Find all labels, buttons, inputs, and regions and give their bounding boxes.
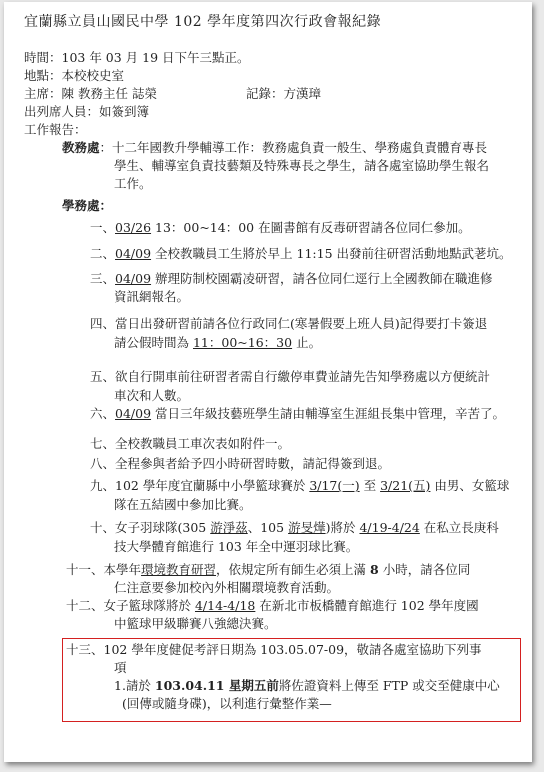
item-3-line2: 資訊網報名。	[114, 289, 190, 304]
item-13-sub-line2: (回傳或隨身碟)，以利進行彙整作業—	[122, 696, 332, 711]
item-8: 八、全程參與者給予四小時研習時數，請記得簽到退。	[90, 456, 391, 471]
item-11-line1: 十一、本學年環境教育研習，依規定所有師生必須上滿 8 小時，請各位同	[66, 562, 471, 577]
academic-affairs-line2: 學生、輔導室負責技藝類及特殊專長之學生，請各處室協助學生報名	[114, 158, 490, 173]
item-13-line1: 十三、102 學年度健促考評日期為 103.05.07-09，敬請各處室協助下列事	[66, 642, 482, 657]
work-report-label: 工作報告：	[24, 122, 87, 137]
item-13-line2: 項	[114, 660, 127, 675]
meeting-recorder: 記錄：方漢璋	[246, 86, 322, 101]
item-13-sub-line1: 1.請於 103.04.11 星期五前將佐證資料上傳至 FTP 或交至健康中心	[114, 678, 500, 693]
item-3-line1: 三、04/09 辦理防制校園霸凌研習，請各位同仁逕行上全國教師在職進修	[90, 271, 493, 286]
item-5-line2: 車次和人數。	[114, 388, 190, 403]
document-page	[4, 2, 532, 762]
item-12-line1: 十二、女子籃球隊將於 4/14-4/18 在新北市板橋體育館進行 102 學年度國	[66, 598, 479, 613]
meeting-place: 地點：本校校史室	[24, 68, 125, 83]
item-9-line1: 九、102 學年度宜蘭縣中小學籃球賽於 3/17(一) 至 3/21(五) 由男、女籃球	[90, 478, 510, 493]
item-11-line2: 仁注意要參加校內外相關環境教育活動。	[114, 580, 340, 595]
item-7: 七、全校教職員工車次表如附件一。	[90, 436, 291, 451]
item-10-line1: 十、女子羽球隊(305 游淨茲、105 游旻燁)將於 4/19-4/24 在私立長庚科	[90, 520, 499, 535]
item-4-line2: 請公假時間為 11：00~16：30 止。	[114, 335, 322, 350]
academic-affairs-line3: 工作。	[114, 176, 152, 191]
student-affairs-label: 學務處：	[62, 198, 113, 213]
item-12-line2: 中籃球甲級聯賽八強總決賽。	[114, 616, 277, 631]
document-title: 宜蘭縣立員山國民中學 102 學年度第四次行政會報紀錄	[24, 14, 382, 30]
academic-affairs-label: 教務處	[62, 140, 100, 155]
meeting-attendees: 出列席人員：如簽到簿	[24, 104, 150, 119]
item-5-line1: 五、欲自行開車前往研習者需自行繳停車費並請先告知學務處以方便統計	[90, 369, 491, 384]
meeting-chair: 主席：陳 教務主任 誌榮	[24, 86, 157, 101]
item-1: 一、03/26 13：00~14：00 在圖書館有反毒研習請各位同仁參加。	[90, 220, 471, 235]
item-10-line2: 技大學體育館進行 103 年全中運羽球比賽。	[114, 539, 359, 554]
item-6: 六、04/09 當日三年級技藝班學生請由輔導室生涯組長集中管理，辛苦了。	[90, 406, 506, 421]
item-2: 二、04/09 全校教職員工生將於早上 11:15 出發前往研習活動地點武荖坑。	[90, 246, 512, 261]
item-9-line2: 隊在五結國中參加比賽。	[114, 497, 252, 512]
meeting-time: 時間：103 年 03 月 19 日下午三點正。	[24, 50, 250, 65]
academic-affairs-line1: 教務處：十二年國教升學輔導工作：教務處負責一般生、學務處負責體育專長	[62, 140, 488, 155]
item-4-line1: 四、當日出發研習前請各位行政同仁(寒暑假要上班人員)記得要打卡簽退	[90, 316, 488, 331]
